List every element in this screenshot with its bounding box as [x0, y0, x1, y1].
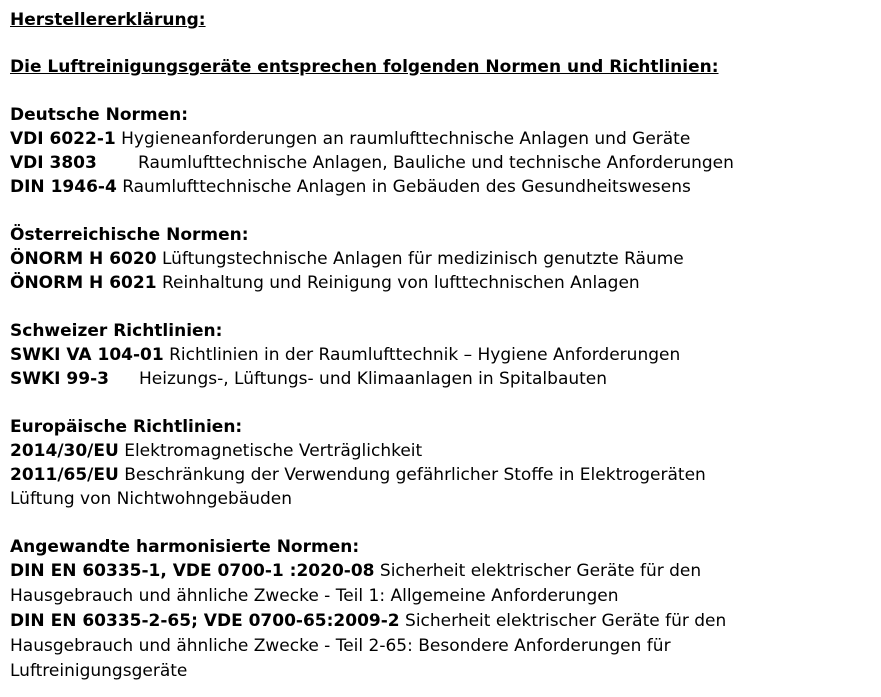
section-harmonised-standards	[10, 535, 876, 684]
standard-description: Lüftungstechnische Anlagen für medizinisch genutzte Räume	[161, 249, 684, 269]
standard-code: VDI 3803	[10, 153, 97, 173]
standard-description: Heizungs-, Lüftungs- und Klimaanlagen in Spitalbauten	[139, 369, 608, 389]
standard-description: Hygieneanforderungen an raumlufttechnische Anlagen und Geräte	[121, 129, 691, 149]
standard-entry	[10, 609, 876, 634]
standard-continuation: Hausgebrauch und ähnliche Zwecke - Teil 2-65: Besondere Anforderungen für	[10, 636, 671, 656]
standard-description: Sicherheit elektrischer Geräte für den	[405, 611, 727, 631]
section-title: Angewandte harmonisierte Normen:	[10, 537, 360, 557]
document-title	[10, 8, 876, 32]
section-german-standards	[10, 103, 876, 199]
standard-entry	[10, 247, 876, 271]
standard-code: ÖNORM H 6020	[10, 249, 157, 269]
standard-code: SWKI VA 104-01	[10, 345, 164, 365]
spacer	[10, 295, 876, 319]
standard-entry	[10, 439, 876, 463]
standard-code: DIN EN 60335-2-65; VDE 0700-65:2009-2	[10, 611, 400, 631]
section-title: Schweizer Richtlinien:	[10, 321, 223, 341]
standard-code: 2014/30/EU	[10, 441, 119, 461]
standard-code: 2011/65/EU	[10, 465, 119, 485]
standard-code: SWKI 99-3	[10, 369, 109, 389]
standard-code: DIN EN 60335-1, VDE 0700-1 :2020-08	[10, 561, 375, 581]
standard-entry	[10, 127, 876, 151]
standard-code: DIN 1946-4	[10, 177, 117, 197]
declaration-document	[10, 8, 876, 684]
spacer	[10, 511, 876, 535]
standard-entry	[10, 343, 876, 367]
standard-entry	[10, 151, 876, 175]
section-swiss-guidelines	[10, 319, 876, 391]
standard-description: Raumlufttechnische Anlagen, Bauliche und technische Anforderungen	[138, 153, 734, 173]
spacer	[10, 199, 876, 223]
spacer	[10, 79, 876, 103]
standard-description: Elektromagnetische Verträglichkeit	[124, 441, 423, 461]
standard-continuation: Hausgebrauch und ähnliche Zwecke - Teil 1: Allgemeine Anforderungen	[10, 586, 619, 606]
standard-description: Richtlinien in der Raumlufttechnik – Hygiene Anforderungen	[169, 345, 681, 365]
standard-description: Reinhaltung und Reinigung von lufttechnischen Anlagen	[161, 273, 640, 293]
standard-continuation: Lüftung von Nichtwohngebäuden	[10, 489, 293, 509]
standard-continuation: Luftreinigungsgeräte	[10, 661, 188, 681]
document-subtitle	[10, 55, 876, 79]
standard-description: Sicherheit elektrischer Geräte für den	[379, 561, 702, 581]
standard-entry	[10, 367, 876, 391]
section-austrian-standards	[10, 223, 876, 295]
section-title: Europäische Richtlinien:	[10, 417, 243, 437]
standard-code: VDI 6022-1	[10, 129, 116, 149]
standard-entry	[10, 271, 876, 295]
standard-entry	[10, 463, 876, 487]
standard-entry	[10, 175, 876, 199]
standard-entry	[10, 559, 876, 584]
section-title: Österreichische Normen:	[10, 225, 249, 245]
section-title: Deutsche Normen:	[10, 105, 189, 125]
spacer	[10, 32, 876, 55]
standard-code: ÖNORM H 6021	[10, 273, 157, 293]
section-european-directives	[10, 415, 876, 511]
spacer	[10, 391, 876, 415]
subtitle-text: Die Luftreinigungsgeräte entsprechen folgenden Normen und Richtlinien:	[10, 57, 719, 77]
title-text: Herstellererklärung:	[10, 10, 206, 30]
standard-description: Beschränkung der Verwendung gefährlicher Stoffe in Elektrogeräten	[124, 465, 706, 485]
standard-description: Raumlufttechnische Anlagen in Gebäuden des Gesundheitswesens	[122, 177, 691, 197]
